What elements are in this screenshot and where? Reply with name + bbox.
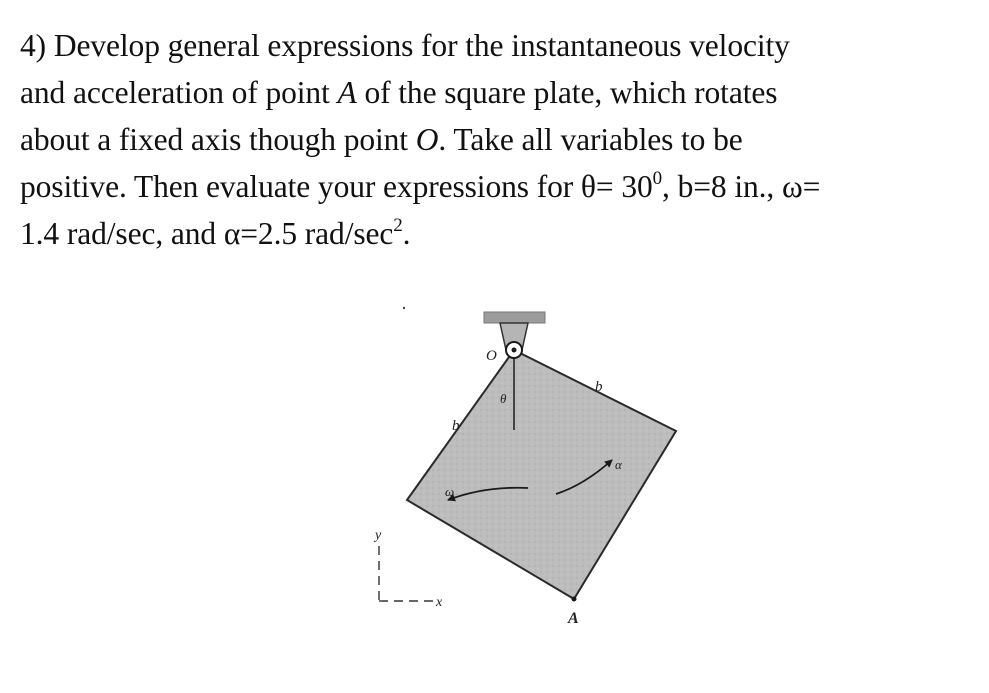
problem-line-3: about a fixed axis though point O. Take all variables to be xyxy=(20,122,743,157)
omega-label: ω xyxy=(445,484,455,499)
fixed-support xyxy=(484,312,545,323)
squared-superscript: 2 xyxy=(393,215,403,236)
stray-dot xyxy=(403,307,405,309)
point-o-ref: O xyxy=(415,122,439,157)
problem-line-2: and acceleration of point A of the square plate, which rotates xyxy=(20,75,778,110)
coordinate-axes xyxy=(373,528,443,610)
point-a-label: A xyxy=(568,610,579,627)
problem-line-5: 1.4 rad/sec, and α=2.5 rad/$\sec^2$. xyxy=(20,215,411,251)
y-axis-label: y xyxy=(375,528,382,543)
angle-label: θ xyxy=(500,391,507,406)
alpha-label: α xyxy=(615,457,622,472)
problem-number: 4) xyxy=(20,28,47,63)
square-plate xyxy=(407,350,676,599)
side-b-top-label: b xyxy=(595,379,603,395)
degree-superscript: 0 xyxy=(652,168,663,189)
x-axis-label: x xyxy=(436,595,443,610)
point-a-ref: A xyxy=(337,75,357,110)
pivot-label: O xyxy=(486,348,497,364)
side-b-left-label: b xyxy=(452,418,460,434)
problem-line-1: 4) Develop general expressions for the instantaneous velocity xyxy=(20,28,790,63)
point-a-marker xyxy=(572,597,577,602)
pivot-pin-center xyxy=(512,348,517,353)
problem-line-4: positive. Then evaluate your expressions for $\theta= 30^0$, b=8 in., ω= xyxy=(20,168,821,204)
